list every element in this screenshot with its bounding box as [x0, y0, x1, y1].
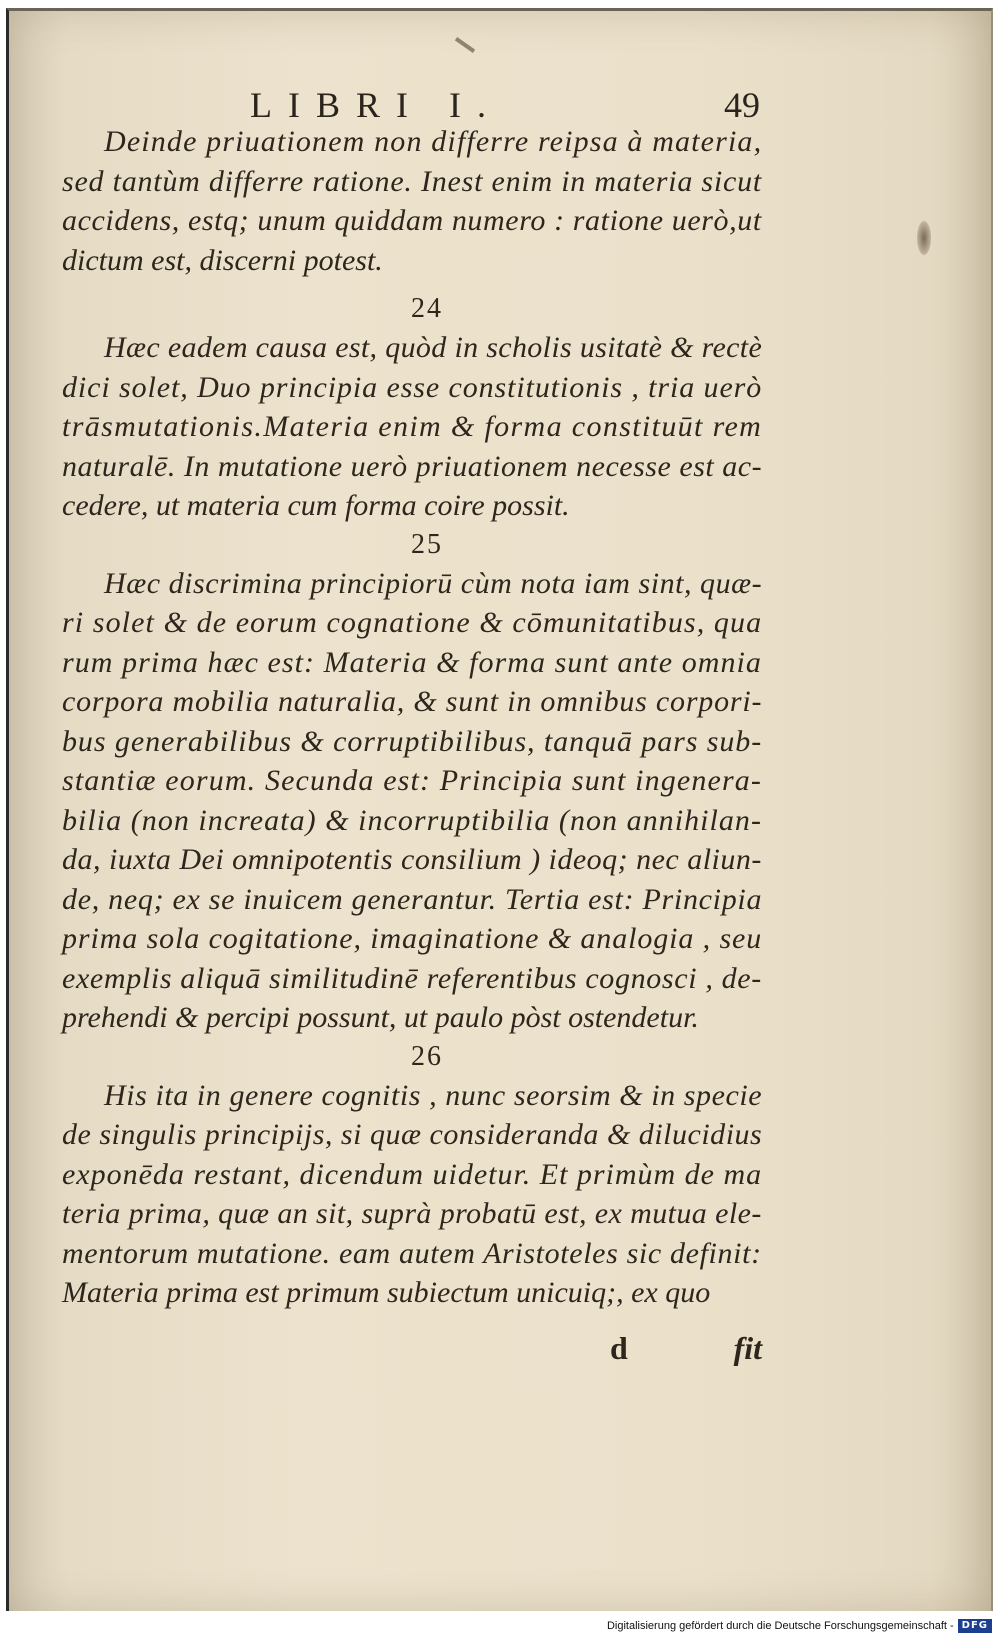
credit-text: Digitalisierung gefördert durch die Deutsche Forschungsgemeinschaft -	[606, 1620, 954, 1632]
text-line: exponēda restant, dicendum uidetur. Et primùm de ma	[62, 1157, 763, 1191]
text-line: Hæc eadem causa est, quòd in scholis usitatè & rectè	[104, 331, 763, 364]
text-line: stantiæ eorum. Secunda est: Principia sunt ingenera-	[62, 764, 763, 797]
text-line: exemplis aliquā similitudinē referentibus cognosci , de-	[62, 961, 762, 995]
text-line: ri solet & de eorum cognatione & cōmunitatibus, qua	[62, 606, 763, 639]
text-line: Deinde priuationem non differre reipsa à materia,	[104, 125, 763, 158]
text-line: cedere, ut materia cum forma coire possit.	[62, 489, 570, 522]
signature-mark: d	[610, 1330, 628, 1366]
text-line: prehendi & percipi possunt, ut paulo pòst ostendetur.	[62, 1001, 699, 1034]
text-line: de, neq; ex se inuicem generantur. Tertia est: Principia	[62, 882, 763, 916]
text-line: da, iuxta Dei omnipotentis consilium ) ideoq; nec aliun-	[62, 843, 762, 876]
catchline	[62, 1330, 762, 1370]
section-number: 26	[411, 1040, 443, 1072]
text-line: trāsmutationis.Materia enim & forma constituūt rem	[62, 410, 763, 443]
text-line: bus generabilibus & corruptibilibus, tanquā pars sub-	[62, 724, 763, 758]
text-line: bilia (non increata) & incorruptibilia (non annihilan-	[62, 803, 763, 837]
text-line: Materia prima est primum subiectum unicuiq;, ex quo	[62, 1276, 711, 1309]
digitization-credit	[607, 1617, 992, 1635]
text-line: dictum est, discerni potest.	[62, 243, 383, 277]
section-number: 24	[411, 293, 443, 324]
text-line: de singulis principijs, si quæ consideranda & dilucidius	[62, 1118, 763, 1151]
catchword: fit	[733, 1330, 762, 1366]
text-line: prima sola cogitatione, imaginatione & analogia , seu	[62, 922, 763, 955]
ink-stain	[917, 221, 931, 255]
text-line: teria prima, quæ an sit, suprà probatū est, ex mutua ele-	[62, 1197, 762, 1230]
text-line: accidens, estq; unum quiddam numero : ratione uerò,ut	[62, 204, 762, 237]
paragraph	[62, 122, 762, 280]
paragraph	[62, 564, 762, 1038]
text-line: naturalē. In mutatione uerò priuationem necesse est ac-	[62, 449, 763, 483]
running-head	[250, 84, 760, 124]
page-number: 49	[724, 85, 760, 125]
text-line: His ita in genere cognitis , nunc seorsim & in specie	[104, 1078, 763, 1112]
body-text	[62, 122, 762, 1313]
text-line: rum prima hæc est: Materia & forma sunt ante omnia	[62, 645, 762, 679]
text-line: corpora mobilia naturalia, & sunt in omnibus corpori-	[62, 685, 763, 718]
running-title: LIBRI I.	[250, 85, 502, 125]
text-line: sed tantùm differre ratione. Inest enim in materia sicut	[62, 164, 762, 198]
section-number: 25	[411, 528, 443, 560]
text-line: Hæc discrimina principiorū cùm nota iam sint, quæ-	[104, 566, 763, 600]
text-line: dici solet, Duo principia esse constitutionis , tria uerò	[62, 370, 763, 404]
paper-flaw	[455, 37, 475, 53]
paragraph	[62, 328, 762, 526]
text-line: mentorum mutatione. eam autem Aristoteles sic definit:	[62, 1236, 762, 1270]
dfg-logo: DFG	[958, 1619, 992, 1633]
paragraph	[62, 1076, 762, 1313]
